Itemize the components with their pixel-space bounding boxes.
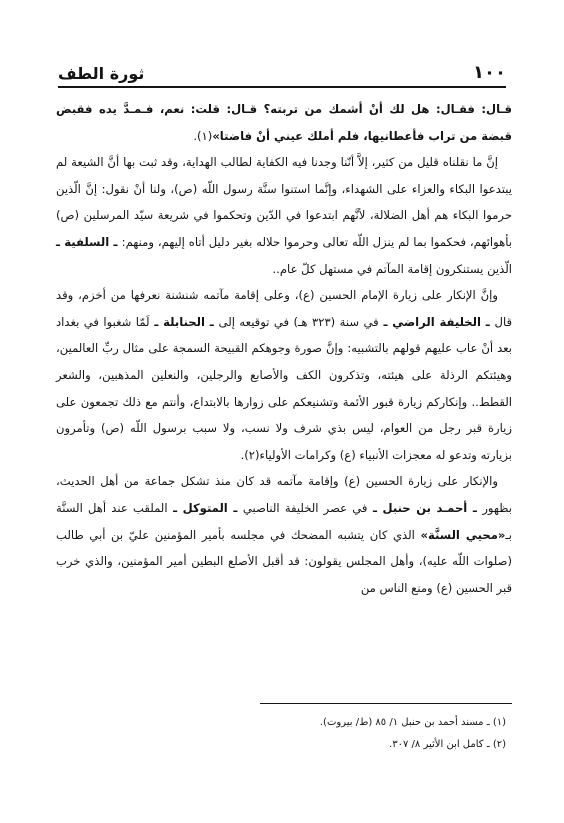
footnotes bbox=[56, 712, 506, 756]
footnote-ref-1: (١). bbox=[193, 128, 213, 143]
para4-bold-2: ـ المتوكل ـ bbox=[167, 500, 243, 515]
paragraph-2 bbox=[56, 149, 512, 282]
paragraph-1 bbox=[56, 96, 512, 149]
footnote-ref-2: (٢). bbox=[240, 447, 260, 462]
para4-bold-1: ـ أحمـد بن حنبل ـ bbox=[367, 500, 483, 515]
para3-text-c: لَمّا شغبوا في بغداد بعد أنْ عاب عليهم قولهم بالتشبيه: وإنَّ صورة وجوهكم القبيحة السمجة على مثال ربِّ العالمين، وهيئتكم الرذلة على هيئته، وتذكرون الكف والأصابع والرجلين، والنعلين المذهبين، والشعر القطط.. وإنكاركم زيارة قبور الأئمة وتشنيعكم على زوارها بالابتداع، وأنتم مع ذلك تجمعون على زيارة قبر رجل من العوام، ليس بذي شرف ولا نسب، ولا سبب برسول اللّه (ص) وتأمرون بزيارته وتدعو له معجزات الأنبياء (ع) وكرامات الأولياء bbox=[56, 314, 512, 462]
para3-bold-1: ـ الخليفة الراضي ـ bbox=[378, 314, 495, 329]
para3-bold-2: ـ الحنابلة ـ bbox=[149, 314, 219, 329]
paragraph-4 bbox=[56, 468, 512, 601]
footnote-divider bbox=[260, 703, 512, 704]
page-number: ١٠٠ bbox=[473, 62, 506, 83]
para4-text-c: الملقب عند أهل السنَّة بـ bbox=[56, 500, 512, 542]
running-title: ثورة الطف bbox=[58, 64, 145, 83]
para2-bold: ـ السلفية ـ bbox=[56, 234, 122, 249]
page-header bbox=[58, 56, 506, 88]
main-text bbox=[56, 96, 512, 601]
para3-text-a: وإنَّ الإنكار على زيارة الإمام الحسين (ع)، وعلى إقامة مآتمه شنشنة نعرفها من أخزم، وقد قال bbox=[56, 288, 513, 329]
para4-text-b: في عصر الخليفة الناصبي bbox=[242, 500, 368, 515]
para3-text-b: في سنة (٣٢٣ هـ) في توقيعه إلى bbox=[218, 314, 379, 329]
footnote-1: (١) ـ مسند أحمد بن حنبل ١/ ٨٥ (ط/ بيروت). bbox=[319, 717, 506, 728]
para2-text-a: إنَّ ما نقلناه قليل من كثير، إلاَّ أنّنا وجدنا فيه الكفاية لطالب الهداية، وقد ثبت بها أنَّ الشيعة لم يبتدعوا البكاء والعزاء على الشهداء، وإنَّما استنوا سنَّة رسول اللّه (ص)، ولنا أنْ نقول: إنَّ الّذين حرموا البكاء هم أهل الضلالة، لأنَّهم ابتدعوا في الدّين وتحكموا في شريعة سيّد المرسلين (ص) بأهوائهم، فحكموا بما لم ينزل اللّه تعالى وحرموا حلاله بغير دليل أتاه إليهم، ومنهم: bbox=[56, 155, 513, 249]
para4-text-d: الذي كان يتشبه المضحك في مجلسه بأمير المؤمنين عليّ بن أبي طالب (صلوات اللّه عليه)، وأهل المجلس يقولون: قد أقبل الأصلع البطين أمير المؤمنين، والذي خرب قبر الحسين (ع) ومنع الناس من bbox=[56, 527, 512, 595]
quote-bold: قـال: فقـال: هل لك أنْ أشمك من تربته؟ قـال: قلت: نعم، فـمـدَّ يده فقبض قبضة من تراب فأعطانيها، فلم أملك عيني أنْ فاضتا» bbox=[56, 102, 512, 143]
para4-bold-3: «محيي السنَّة» bbox=[420, 527, 506, 542]
paragraph-3 bbox=[56, 282, 512, 468]
footnote-2: (٢) ـ كامل ابن الأثير ٨/ ٣٠٧. bbox=[389, 739, 506, 750]
para4-text-a: والإنكار على زيارة الحسين (ع) وإقامة مآتمه قد كان منذ تشكل جماعة من أهل الحديث، بظهور bbox=[56, 474, 512, 515]
para2-text-b: الّذين يستنكرون إقامة المآتم في مستهل كلّ عام.. bbox=[272, 261, 512, 276]
